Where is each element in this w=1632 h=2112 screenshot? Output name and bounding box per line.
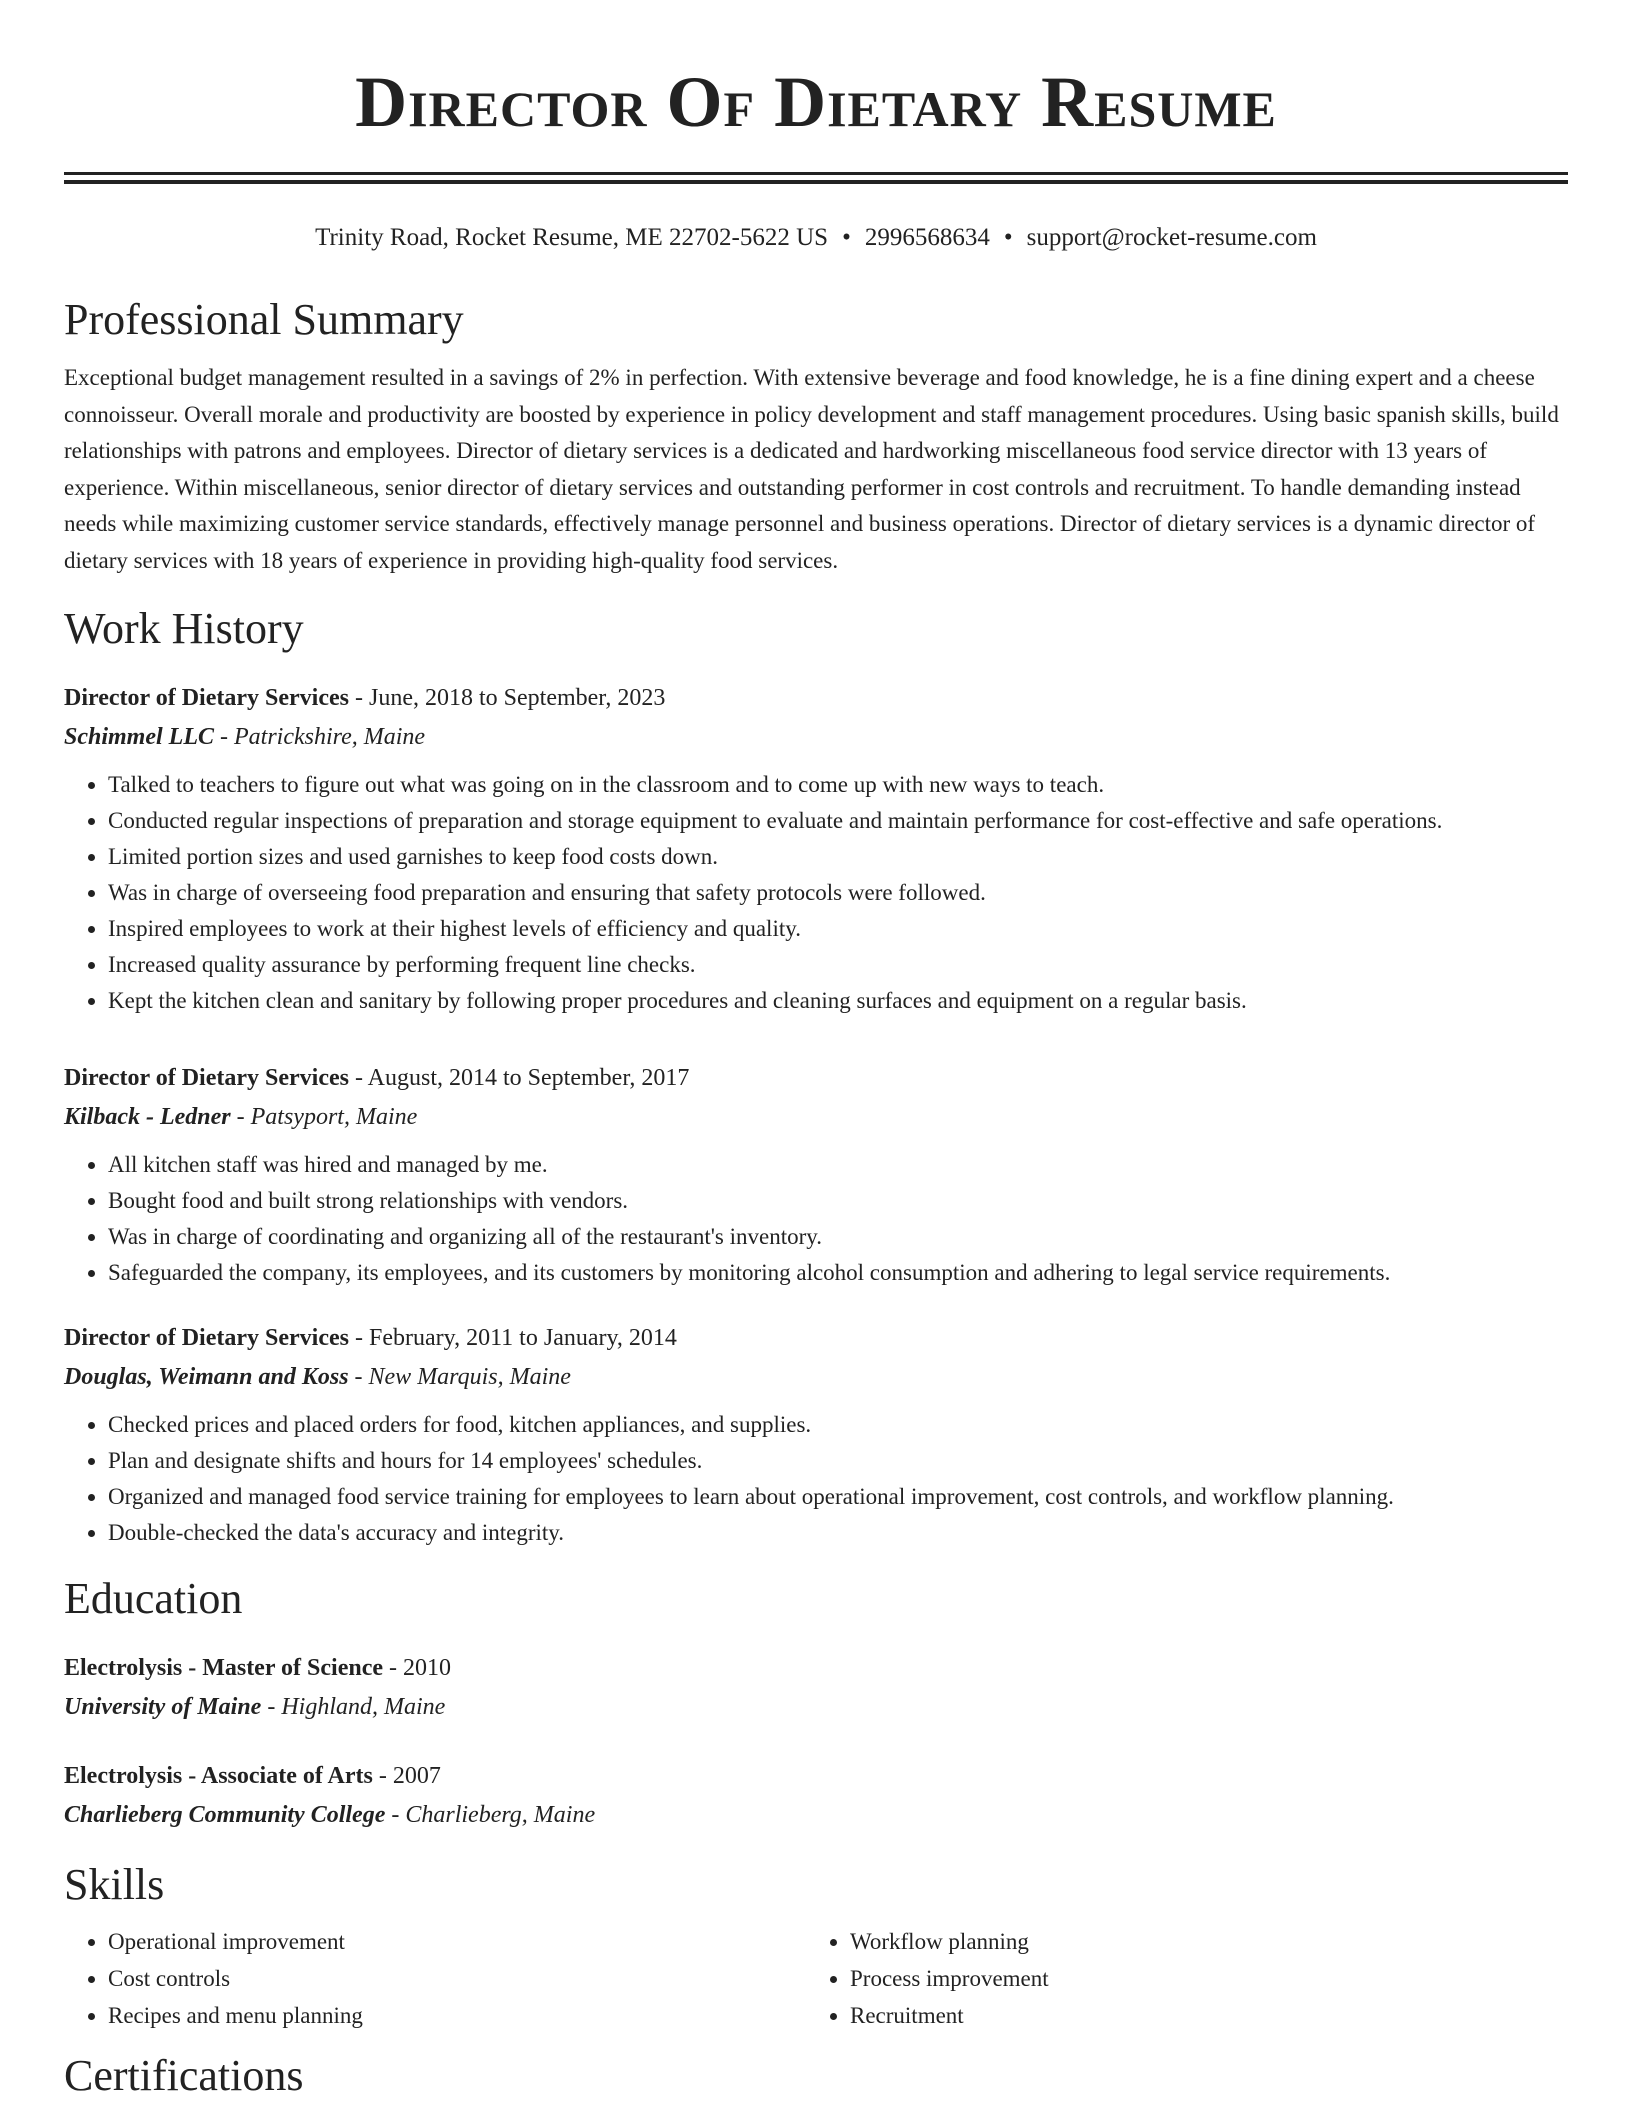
education-header — [64, 1757, 1568, 1795]
job-bullet: • Double-checked the data's accuracy and integrity. — [108, 1515, 1568, 1551]
education-location: - Charlieberg, Maine — [385, 1802, 596, 1828]
skills-column-left — [64, 1923, 806, 2034]
section-heading-work-history: Work History — [64, 604, 304, 653]
job-bullet: • Was in charge of overseeing food preparation and ensuring that safety protocols were followed. — [108, 875, 1568, 911]
section-heading-summary: Professional Summary — [64, 295, 464, 344]
skills-list — [64, 1923, 1568, 2034]
job-bullet: • All kitchen staff was hired and managed by me. — [108, 1147, 1568, 1183]
job-entry — [64, 1319, 1568, 1551]
job-location: - Patrickshire, Maine — [214, 724, 426, 750]
education-school-line — [64, 1687, 1568, 1727]
contact-separator: • — [842, 224, 851, 251]
job-company: Schimmel LLC — [64, 724, 214, 750]
job-entry — [64, 679, 1568, 1019]
job-entry — [64, 1059, 1568, 1291]
job-title: Director of Dietary Services — [64, 1325, 349, 1351]
skill-item: • Operational improvement — [108, 1923, 806, 1960]
job-bullets — [64, 1147, 1568, 1291]
job-title: Director of Dietary Services — [64, 685, 349, 711]
summary-text: Exceptional budget management resulted in a savings of 2% in perfection. With extensive beverage and food knowledge, he is a fine dining expert and a cheese connoisseur. Overall morale and productivity are boosted by experience in policy development and staff management procedures. Using basic spanish skills, build relationships with patrons and employees. Director of dietary services is a dedicated and hardworking miscellaneous food service director with 13 years of experience. Within miscellaneous, senior director of dietary services and outstanding performer in cost controls and recruitment. To handle demanding instead needs while maximizing customer service standards, effectively manage personnel and business operations. Director of dietary services is a dynamic director of dietary services with 18 years of experience in providing high-quality food services. — [64, 365, 1559, 573]
education-school: University of Maine — [64, 1694, 262, 1720]
job-bullet: • Talked to teachers to figure out what was going on in the classroom and to come up with new ways to teach. — [108, 767, 1568, 803]
resume-title: Director Of Dietary Resume — [355, 62, 1277, 142]
job-company: Douglas, Weimann and Koss — [64, 1364, 349, 1390]
job-company: Kilback - Ledner — [64, 1104, 231, 1130]
job-bullet: • Checked prices and placed orders for food, kitchen appliances, and supplies. — [108, 1407, 1568, 1443]
job-bullet: • Kept the kitchen clean and sanitary by following proper procedures and cleaning surfaces and equipment on a regular basis. — [108, 983, 1568, 1019]
contact-address: Trinity Road, Rocket Resume, ME 22702-5622 US — [315, 224, 829, 251]
contact-separator: • — [1003, 224, 1013, 251]
title-divider — [64, 172, 1568, 184]
contact-phone: 2996568634 — [864, 224, 990, 251]
education-school-line — [64, 1795, 1568, 1835]
job-dates: - August, 2014 to September, 2017 — [349, 1065, 690, 1091]
education-year: - 2010 — [383, 1655, 452, 1681]
section-heading-skills: Skills — [64, 1860, 165, 1909]
job-title: Director of Dietary Services — [64, 1065, 349, 1091]
job-bullet: • Bought food and built strong relationships with vendors. — [108, 1183, 1568, 1219]
job-dates: - June, 2018 to September, 2023 — [349, 685, 666, 711]
skill-item: • Cost controls — [108, 1960, 806, 1997]
job-company-line — [64, 1097, 1568, 1137]
skill-item: • Recipes and menu planning — [108, 1997, 806, 2034]
education-school: Charlieberg Community College — [64, 1802, 386, 1828]
job-bullet: • Inspired employees to work at their highest levels of efficiency and quality. — [108, 911, 1568, 947]
job-bullet: • Limited portion sizes and used garnishes to keep food costs down. — [108, 839, 1568, 875]
job-location: - Patsyport, Maine — [230, 1104, 418, 1130]
education-degree: Electrolysis - Associate of Arts — [64, 1763, 373, 1789]
skill-item: • Workflow planning — [850, 1923, 1568, 1960]
job-bullet: • Safeguarded the company, its employees, and its customers by monitoring alcohol consumption and adhering to legal service requirements. — [108, 1255, 1568, 1291]
skill-item: • Process improvement — [850, 1960, 1568, 1997]
education-header — [64, 1649, 1568, 1687]
education-location: - Highland, Maine — [261, 1694, 446, 1720]
skill-item: • Recruitment — [850, 1997, 1568, 2034]
education-entry — [64, 1649, 1568, 1727]
job-header — [64, 1319, 1568, 1357]
contact-email: support@rocket-resume.com — [1026, 224, 1317, 251]
job-bullets — [64, 767, 1568, 1019]
job-bullet: • Conducted regular inspections of preparation and storage equipment to evaluate and maintain performance for cost-effective and safe operations. — [108, 803, 1568, 839]
job-header — [64, 679, 1568, 717]
job-company-line — [64, 1357, 1568, 1397]
education-degree: Electrolysis - Master of Science — [64, 1655, 384, 1681]
job-header — [64, 1059, 1568, 1097]
job-company-line — [64, 717, 1568, 757]
job-location: - New Marquis, Maine — [348, 1364, 571, 1390]
section-heading-certifications: Certifications — [64, 2051, 304, 2100]
job-bullets — [64, 1407, 1568, 1551]
contact-line — [64, 222, 1568, 254]
education-entry — [64, 1757, 1568, 1835]
job-bullet: • Was in charge of coordinating and organizing all of the restaurant's inventory. — [108, 1219, 1568, 1255]
job-bullet: • Increased quality assurance by performing frequent line checks. — [108, 947, 1568, 983]
skills-column-right — [806, 1923, 1568, 2034]
education-year: - 2007 — [372, 1763, 441, 1789]
section-heading-education: Education — [64, 1574, 243, 1623]
job-dates: - February, 2011 to January, 2014 — [349, 1325, 677, 1351]
job-bullet: • Plan and designate shifts and hours for 14 employees' schedules. — [108, 1443, 1568, 1479]
job-bullet: • Organized and managed food service training for employees to learn about operational improvement, cost controls, and workflow planning. — [108, 1479, 1568, 1515]
